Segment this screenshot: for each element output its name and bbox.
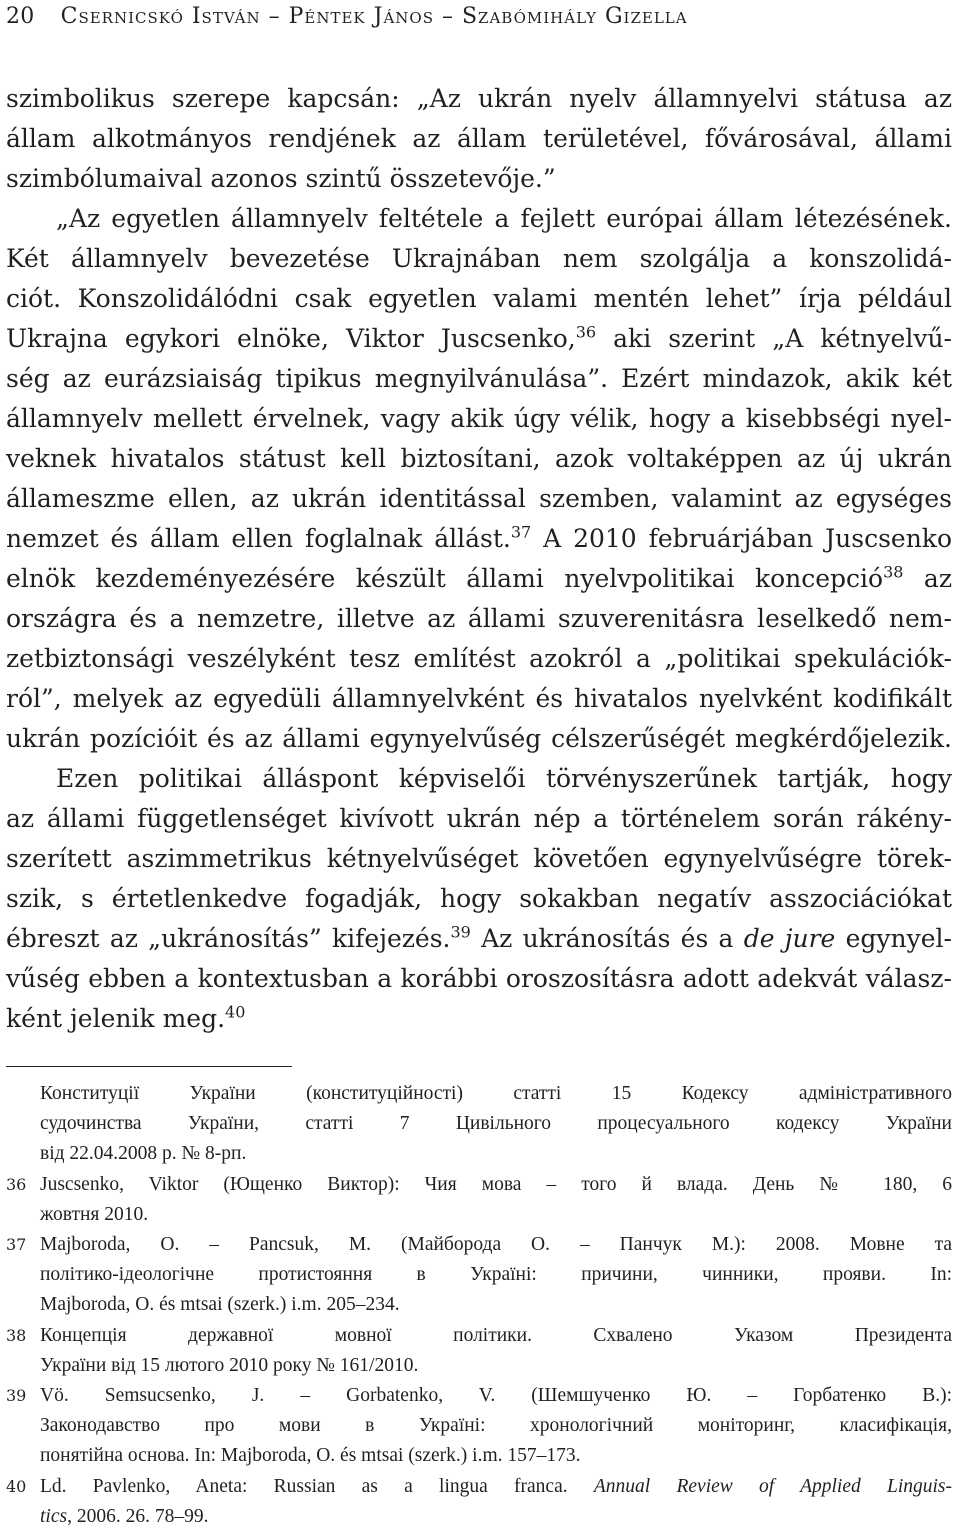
body-line: veknek hivatalos státust kell biztosítani, azok voltaképpen az új ukrán: [6, 444, 952, 473]
body-line: az állami függetlenséget kivívott ukrán nép a történelem során rákény-: [6, 804, 952, 833]
body-line: Ezen politikai álláspont képviselői törvényszerűnek tartják, hogy: [56, 764, 952, 793]
footnote-line: Juscsenko, Viktor (Ющенко Виктор): Чия мова – того й влада. День № 180, 6: [40, 1174, 952, 1195]
footnote-line: жовтня 2010.: [40, 1204, 149, 1225]
footnote-line: Vö. Semsucsenko, J. – Gorbatenko, V. (Шемшученко Ю. – Горбатенко В.):: [40, 1385, 952, 1406]
footnote-text: , 2006. 26. 78–99.: [67, 1506, 209, 1527]
body-line: vűség ebben a kontextusban a korábbi oroszosításra adott adekvát válasz-: [6, 964, 952, 993]
body-line: állameszme ellen, az ukrán identitással szemben, valamint az egységes: [6, 484, 952, 513]
footnote-ref-36: 36: [575, 322, 597, 342]
footnote-text: Ld. Pavlenko, Aneta: Russian as a lingua franca.: [40, 1476, 568, 1497]
body-line: szerített aszimmetrikus kétnyelvűséget követően egynyelvűségre törek-: [6, 844, 952, 873]
body-line: állam alkotmányos rendjének az állam területével, fővárosával, állami: [6, 124, 952, 153]
body-line: [6, 918, 952, 960]
footnote-line: від 22.04.2008 р. № 8-рп.: [40, 1143, 247, 1164]
body-line: „Az egyetlen államnyelv feltétele a fejlett európai állam létezésének.: [56, 204, 952, 233]
footnote-line: Majboroda, O. és mtsai (szerk.) i.m. 205–234.: [40, 1294, 400, 1315]
journal-title: Annual Review of Applied Linguis-: [593, 1476, 953, 1497]
body-text-span: nemzet és állam ellen foglalnak állást.: [6, 524, 511, 553]
body-line: országra és a nemzetre, illetve az állami szuverenitásra leselkedő nem-: [6, 604, 952, 633]
italic-term: de jure: [743, 924, 836, 953]
body-line: Két államnyelv bevezetése Ukrajnában nem szolgálja a konszolidá-: [6, 244, 952, 273]
body-line: államnyelv mellett érvelnek, vagy akik úgy vélik, hogy a kisebbségi nyel-: [6, 404, 952, 433]
footnote-line: [40, 1472, 952, 1502]
footnote-number: 37: [6, 1235, 27, 1254]
footnote-line: понятійна основа. In: Majboroda, O. és mtsai (szerk.) i.m. 157–173.: [40, 1445, 581, 1466]
header-authors: Csernicskó István – Péntek János – Szabómihály Gizella: [60, 4, 688, 29]
footnote-line: України від 15 лютого 2010 року № 161/2010.: [40, 1355, 419, 1376]
body-line: szik, s értetlenkedve fogadják, hogy sokakban negatív asszociációkat: [6, 884, 952, 913]
footnote-line: Концепція державної мовної політики. Схвалено Указом Президента: [40, 1325, 952, 1346]
footnote-line: судочинства України, статті 7 Цивільного процесуального кодексу України: [40, 1113, 952, 1134]
body-line: [6, 318, 952, 360]
journal-title: tics: [40, 1506, 68, 1527]
footnote-ref-37: 37: [510, 522, 532, 542]
body-line: ukrán pozícióit és az állami egynyelvűség célszerűségét megkérdőjelezik.: [6, 724, 952, 753]
footnote-line: Законодавство про мови в Україні: хронологічний моніторинг, класифікація,: [40, 1415, 952, 1436]
footnote-separator: [6, 1066, 292, 1067]
body-text-span: Az ukránosítás és a: [481, 924, 734, 953]
body-text-span: az: [923, 564, 952, 593]
footnote-line: [40, 1502, 952, 1532]
body-text-span: A 2010 februárjában Juscsenko: [543, 524, 952, 553]
body-line: [6, 518, 952, 560]
body-line: zetbiztonsági veszélyként tesz említést azokról a „politikai spekulációk-: [6, 644, 952, 673]
body-line: szimbólumaival azonos szintű összetevője.”: [6, 164, 556, 193]
footnote-ref-40: 40: [225, 1002, 246, 1022]
body-line: ciót. Konszolidálódni csak egyetlen valami mentén lehet” írja például: [6, 284, 952, 313]
footnote-number: 39: [6, 1386, 27, 1405]
body-line: [6, 558, 952, 600]
body-text-span: Ukrajna egykori elnöke, Viktor Juscsenko,: [6, 324, 576, 353]
body-text-span: ként jelenik meg.: [6, 1004, 226, 1033]
body-line: ség az eurázsiaiság tipikus megnyilvánulása”. Ezért mindazok, akik két: [6, 364, 952, 393]
footnote-ref-38: 38: [883, 562, 904, 582]
body-line: [6, 998, 952, 1040]
body-text-span: egynyel-: [845, 924, 952, 953]
footnote-line: Конституції України (конституційності) статті 15 Кодексу адміністративного: [40, 1083, 952, 1104]
footnote-line: політико-ідеологічне протистояння в Україні: причини, чинники, прояви. In:: [40, 1264, 952, 1285]
footnote-ref-39: 39: [450, 922, 471, 942]
body-text-span: ébreszt az „ukránosítás” kifejezés.: [6, 924, 451, 953]
body-text-span: aki szerint „A kétnyelvű-: [613, 324, 953, 353]
running-header: [6, 4, 688, 29]
page-number: 20: [6, 4, 35, 29]
body-line: ról”, melyek az egyedüli államnyelvként és hivatalos nyelvként kodifikált: [6, 684, 952, 713]
body-line: szimbolikus szerepe kapcsán: „Az ukrán nyelv államnyelvi státusa az: [6, 84, 952, 113]
body-text-span: elnök kezdeményezésére készült állami nyelvpolitikai koncepció: [6, 564, 884, 593]
footnote-number: 36: [6, 1175, 27, 1194]
footnote-number: 40: [6, 1477, 27, 1496]
footnote-number: 38: [6, 1326, 27, 1345]
footnote-line: Majboroda, O. – Pancsuk, M. (Майборода О. – Панчук М.): 2008. Мовне та: [40, 1234, 952, 1255]
